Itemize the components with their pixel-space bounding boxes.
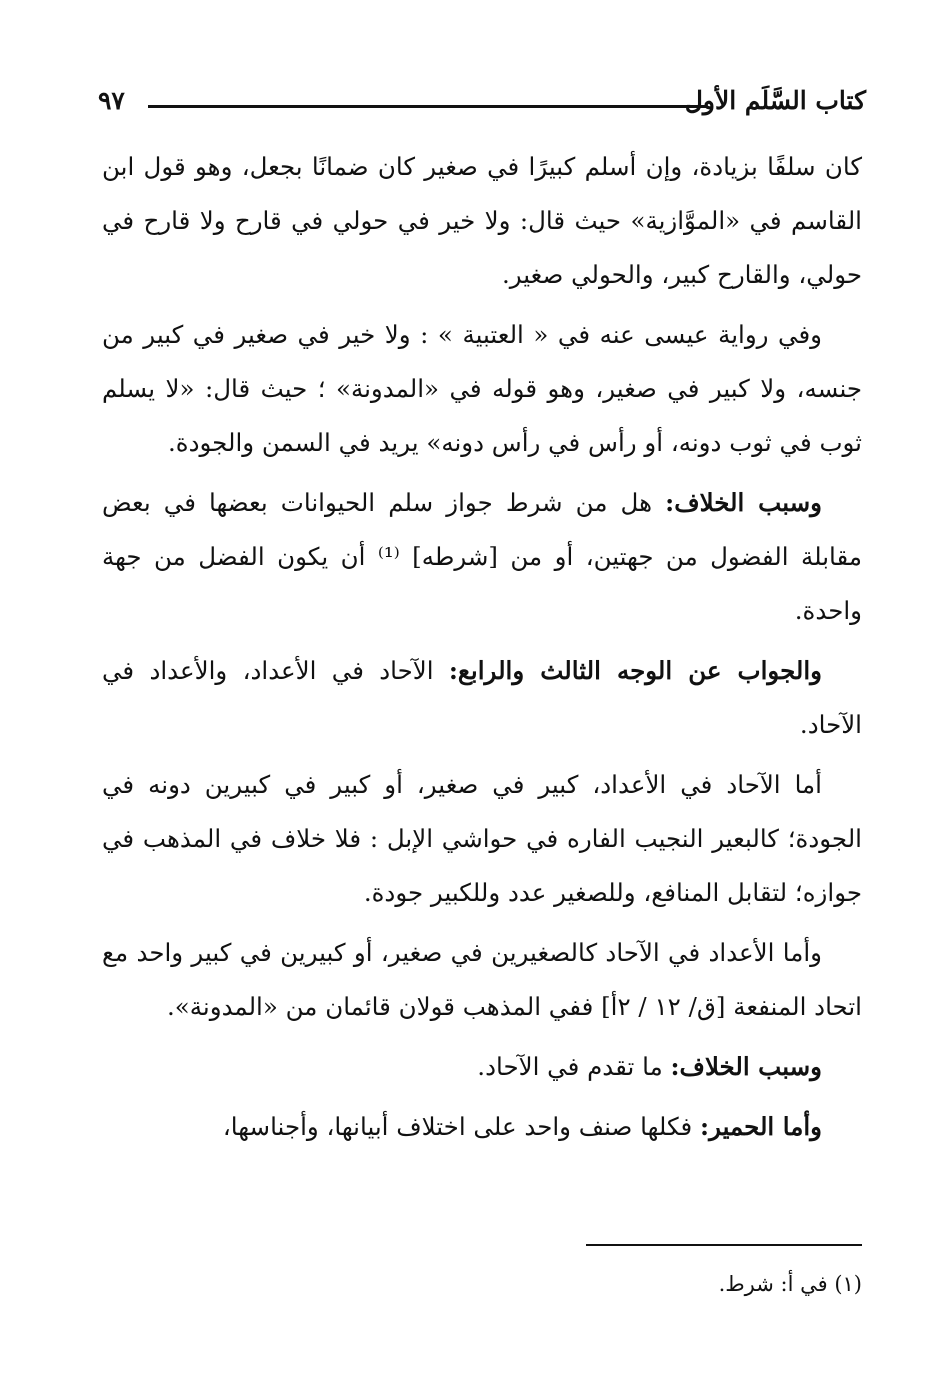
paragraph-text: وفي رواية عيسى عنه في « العتبية » : ولا خير في صغير في كبير من جنسه، ولا كبير في صغير، وهو قوله في «المدونة» ؛ حيث قال: «لا يسلم ثوب في ثوب دونه، أو رأس في رأس دونه» يريد في السمن والجودة. [102, 320, 862, 457]
paragraph-text: هل من شرط جواز سلم الحيوانات بعضها في بعض مقابلة الفضول من جهتين، أو من [شرطه] ⁽¹⁾ أن يكون الفضل من جهة واحدة. [102, 488, 862, 625]
paragraph-lead: وأما الحمير: [700, 1112, 822, 1141]
paragraph-text: فكلها صنف واحد على اختلاف أبيانها، وأجناسها، [222, 1112, 701, 1141]
paragraph-text: ما تقدم في الآحاد. [477, 1052, 671, 1081]
paragraph-text: الآحاد في الأعداد، والأعداد في الآحاد. [102, 656, 862, 739]
running-header [98, 84, 866, 124]
paragraph [102, 1040, 862, 1094]
header-title: كتاب السَّلَم الأول [684, 86, 866, 115]
footnote: (١) في أ: شرط. [718, 1272, 862, 1296]
page-number: ٩٧ [98, 86, 125, 115]
header-rule [148, 105, 706, 108]
paragraph [102, 644, 862, 752]
footnote-rule [586, 1244, 862, 1246]
paragraph [102, 758, 862, 920]
paragraph-lead: وسبب الخلاف: [670, 1052, 822, 1081]
body-text [102, 140, 862, 1160]
paragraph [102, 140, 862, 302]
paragraph [102, 1100, 862, 1154]
paragraph-lead: وسبب الخلاف: [665, 488, 822, 517]
paragraph [102, 926, 862, 1034]
paragraph [102, 308, 862, 470]
paragraph-lead: والجواب عن الوجه الثالث والرابع: [448, 656, 822, 685]
paragraph [102, 476, 862, 638]
paragraph-text: كان سلفًا بزيادة، وإن أسلم كبيرًا في صغير كان ضمانًا بجعل، وهو قول ابن القاسم في «الموَّازية» حيث قال: ولا خير في حولي في قارح ولا قارح في حولي، والقارح كبير، والحولي صغير. [102, 152, 862, 289]
paragraph-text: أما الآحاد في الأعداد، كبير في صغير، أو كبير في كبيرين دونه في الجودة؛ كالبعير النجيب الفاره في حواشي الإبل : فلا خلاف في المذهب في جوازه؛ لتقابل المنافع، وللصغير عدد وللكبير جودة. [102, 770, 862, 907]
paragraph-text: وأما الأعداد في الآحاد كالصغيرين في صغير، أو كبيرين في كبير واحد مع اتحاد المنفعة [ق/ ١٢ / ٢أ] ففي المذهب قولان قائمان من «المدونة». [102, 938, 862, 1021]
